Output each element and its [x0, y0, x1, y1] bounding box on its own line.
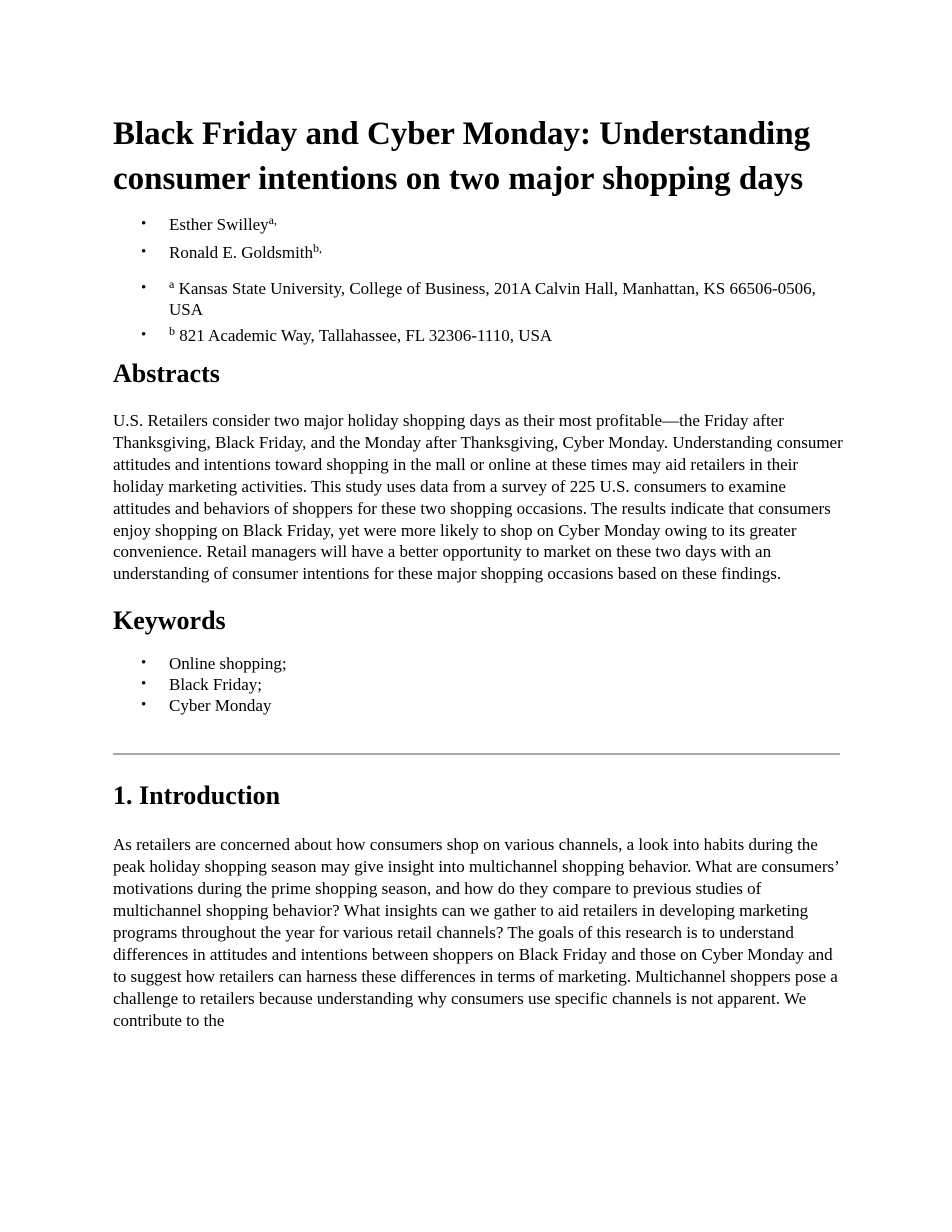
keyword-item[interactable]: • Cyber Monday	[113, 695, 843, 716]
author-name[interactable]: Esther Swilley	[169, 215, 269, 234]
affiliation-text: 821 Academic Way, Tallahassee, FL 32306-1110, USA	[179, 326, 553, 345]
abstract-text: U.S. Retailers consider two major holiday shopping days as their most profitable—the Friday after Thanksgiving, Black Friday, and the Monday after Thanksgiving, Cyber Monday. Understanding consumer attitudes and intentions toward shopping in the mall or online at these times may aid retailers in their holiday marketing activities. This study uses data from a survey of 225 U.S. consumers to examine attitudes and behaviors of shoppers for these two shopping occasions. The results indicate that consumers enjoy shopping on Black Friday, yet were more likely to shop on Cyber Monday owing to its greater convenience. Retail managers will have a better opportunity to market on these two days with an understanding of consumer intentions for these major shopping occasions based on these findings.	[113, 411, 843, 584]
author-item	[113, 242, 843, 263]
affiliation-superscript: b	[169, 324, 175, 338]
keyword-list	[113, 653, 843, 716]
author-superscript: a,	[268, 213, 277, 227]
author-list	[113, 214, 843, 263]
keywords-heading: Keywords	[113, 606, 226, 636]
author-name[interactable]: Ronald E. Goldsmith	[169, 243, 314, 262]
affiliation-item	[113, 278, 843, 320]
introduction-text: As retailers are concerned about how consumers shop on various channels, a look into habits during the peak holiday shopping season may give insight into multichannel shopping behavior. What are consumers’ motivations during the prime shopping season, and how do they compare to previous studies of multichannel shopping behavior? What insights can we gather to aid retailers in developing marketing programs throughout the year for various retail channels? The goals of this research is to understand differences in attitudes and intentions between shoppers on Black Friday and those on Cyber Monday and to suggest how retailers can harness these differences in terms of marketing. Multichannel shoppers pose a challenge to retailers because understanding why consumers use specific channels is not apparent. We contribute to the	[113, 835, 839, 1030]
affiliation-item	[113, 325, 843, 346]
article-title: Black Friday and Cyber Monday: Understanding consumer intentions on two major shopping days	[113, 116, 811, 197]
affiliation-superscript: a	[169, 277, 175, 291]
section-divider	[113, 753, 840, 755]
author-item	[113, 214, 843, 235]
author-superscript: b,	[313, 241, 323, 255]
introduction-heading: 1. Introduction	[113, 781, 281, 811]
article	[113, 112, 843, 1031]
keyword-item[interactable]: • Online shopping;	[113, 653, 843, 674]
affiliation-text: Kansas State University, College of Business, 201A Calvin Hall, Manhattan, KS 66506-0506, USA	[169, 279, 816, 319]
abstract-heading: Abstracts	[113, 359, 220, 388]
affiliation-list	[113, 278, 843, 346]
keyword-item[interactable]: • Black Friday;	[113, 674, 843, 695]
